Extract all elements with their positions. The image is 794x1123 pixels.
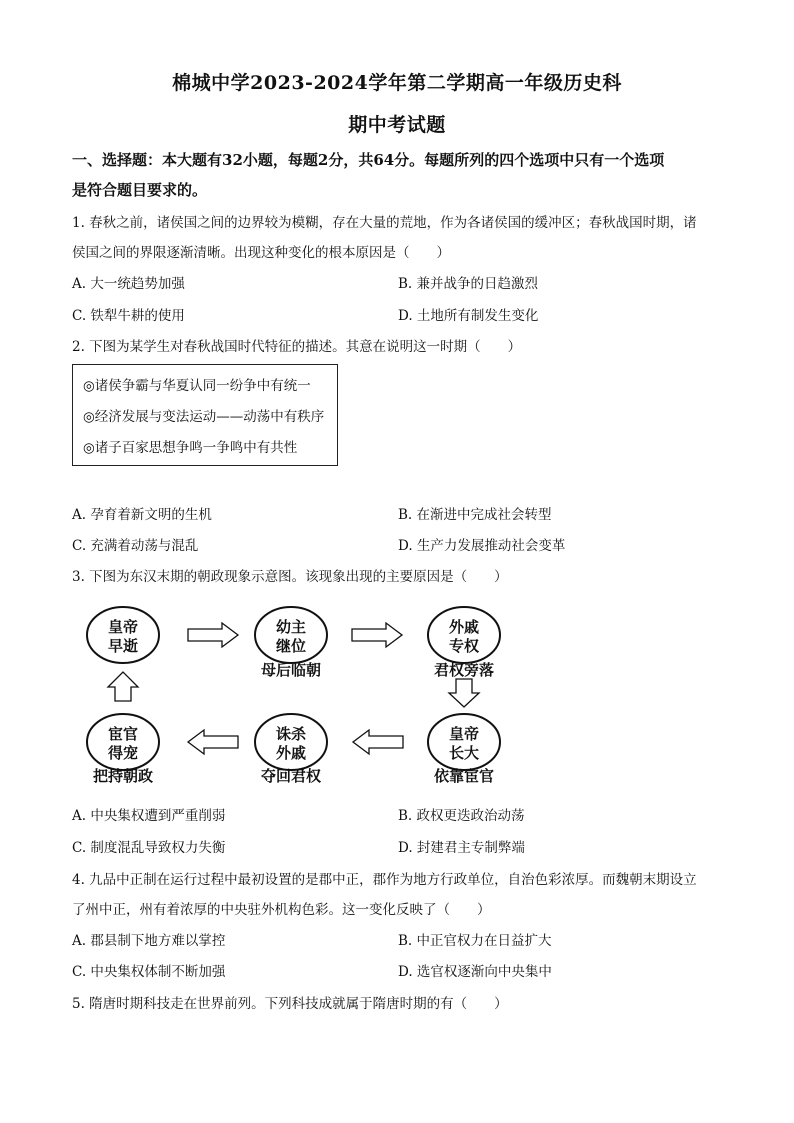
arrow-left-icon [353,730,403,754]
question-3-stem: 3. 下图为东汉末期的朝政现象示意图。该现象出现的主要原因是（ ） [72,569,508,585]
question-1-option-b: B. 兼并战争的日趋激烈 [398,276,539,292]
node-5-line1: 诛杀 [275,725,307,743]
question-2-description-box [72,364,338,466]
box-line-1: ◎诸侯争霸与华夏认同一纷争中有统一 [83,378,311,394]
arrow-right-icon [188,623,238,647]
node-2-line2: 继位 [275,637,307,655]
node-6-line2: 得宠 [107,744,139,762]
arrow-right-icon [352,623,402,647]
node-4-caption: 依靠宦官 [433,767,495,785]
question-2-option-c: C. 充满着动荡与混乱 [72,538,199,554]
node-4-line1: 皇帝 [448,725,480,743]
node-6-caption: 把持朝政 [92,767,154,785]
arrow-left-icon [188,730,238,754]
node-1-line2: 早逝 [107,637,139,655]
exam-title-line1: 棉城中学2023-2024学年第二学期高一年级历史科 [172,72,622,94]
section-instructions-line1: 一、选择题：本大题有32小题，每题2分，共64分。每题所列的四个选项中只有一个选项 [72,151,665,169]
node-2-line1: 幼主 [275,618,307,636]
box-line-2: ◎经济发展与变法运动——动荡中有秩序 [83,409,325,425]
question-1-option-a: A. 大一统趋势加强 [72,276,185,292]
question-1-stem-line2: 侯国之间的界限逐渐清晰。出现这种变化的根本原因是（ ） [72,245,450,261]
section-instructions-line2: 是符合题目要求的。 [72,181,208,199]
court-politics-cycle-diagram [80,605,520,790]
question-3-option-a: A. 中央集权遭到严重削弱 [72,808,226,824]
section-instructions [72,145,724,205]
question-1-option-c: C. 铁犁牛耕的使用 [72,308,185,324]
question-4-option-d: D. 选官权逐渐向中央集中 [398,964,552,980]
box-line-3: ◎诸子百家思想争鸣一争鸣中有共性 [83,440,298,456]
question-1-stem-line1: 1. 春秋之前，诸侯国之间的边界较为模糊，存在大量的荒地，作为各诸侯国的缓冲区；春秋战国时期，诸 [72,215,697,231]
question-5-stem: 5. 隋唐时期科技走在世界前列。下列科技成就属于隋唐时期的有（ ） [72,996,508,1012]
question-2-option-b: B. 在渐进中完成社会转型 [398,507,552,523]
question-4-stem-line2: 了州中正，州有着浓厚的中央驻外机构色彩。这一变化反映了（ ） [72,902,491,918]
node-4-line2: 长大 [448,744,480,762]
question-3-option-d: D. 封建君主专制弊端 [398,840,525,856]
node-5-caption: 夺回君权 [260,767,322,785]
arrow-down-icon [449,679,479,707]
question-4-option-a: A. 郡县制下地方难以掌控 [72,933,226,949]
question-4-option-c: C. 中央集权体制不断加强 [72,964,226,980]
question-1-option-d: D. 土地所有制发生变化 [398,308,539,324]
arrow-up-icon [108,672,138,701]
question-3-option-b: B. 政权更迭政治动荡 [398,808,525,824]
exam-title-line2: 期中考试题 [348,114,446,136]
node-3-caption: 君权旁落 [433,661,495,679]
node-1-line1: 皇帝 [107,618,139,636]
question-3-option-c: C. 制度混乱导致权力失衡 [72,840,226,856]
node-2-caption: 母后临朝 [260,661,322,679]
question-2-option-a: A. 孕育着新文明的生机 [72,507,212,523]
question-4-stem-line1: 4. 九品中正制在运行过程中最初设置的是郡中正，郡作为地方行政单位，自治色彩浓厚。而魏朝末期设立 [72,872,697,888]
question-2-stem: 2. 下图为某学生对春秋战国时代特征的描述。其意在说明这一时期（ ） [72,339,522,355]
question-2-option-d: D. 生产力发展推动社会变革 [398,538,566,554]
node-3-line1: 外戚 [448,618,480,636]
node-6-line1: 宦官 [107,725,139,743]
node-5-line2: 外戚 [275,744,307,762]
node-3-line2: 专权 [448,637,480,655]
question-4-option-b: B. 中正官权力在日益扩大 [398,933,552,949]
